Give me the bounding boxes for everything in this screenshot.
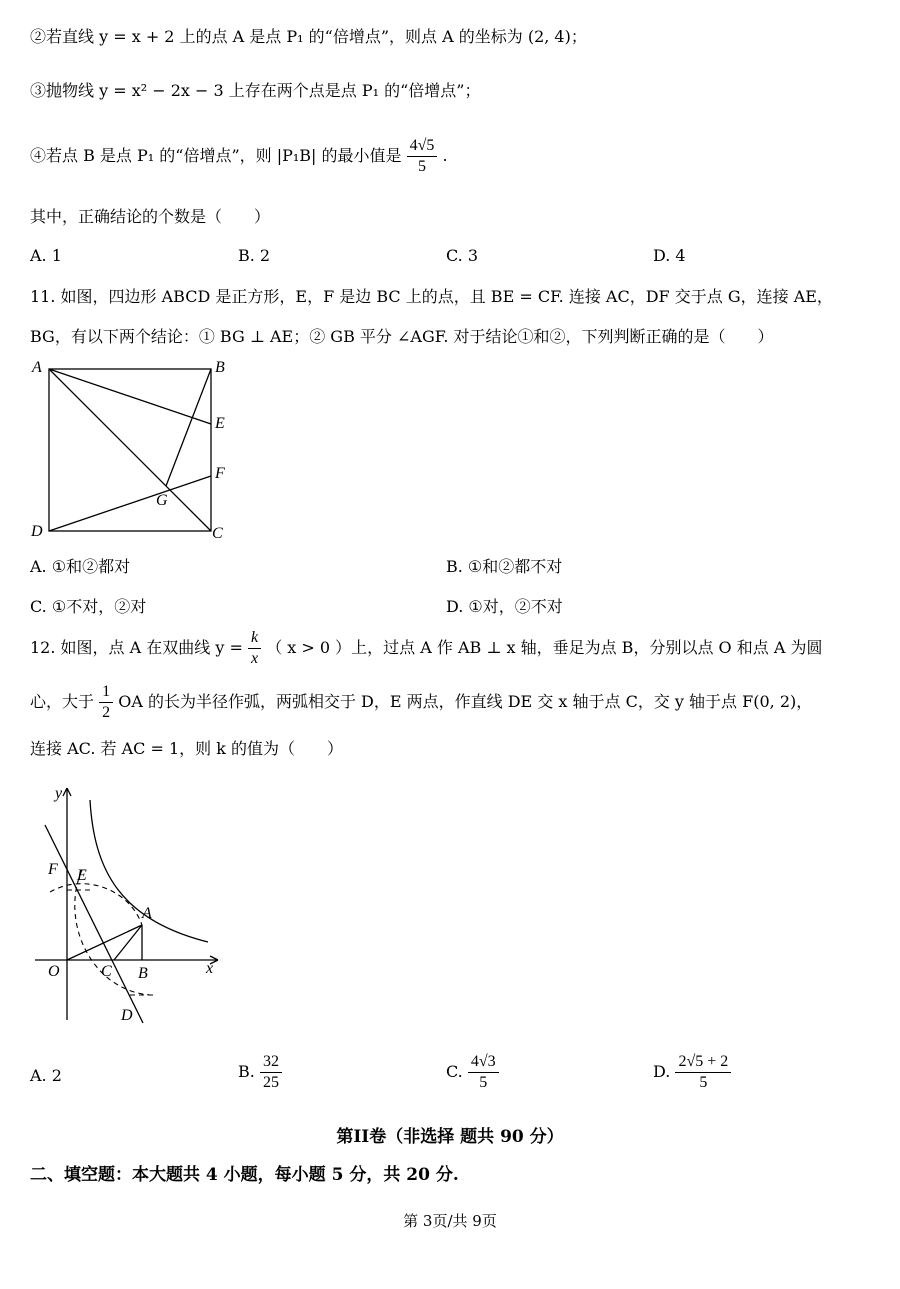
- fraction-denominator: 5: [479, 1074, 488, 1091]
- fraction-numerator: 1: [99, 682, 113, 703]
- q10-statement-4: [30, 136, 448, 177]
- q10-statement-2: ②若直线 y = x + 2 上的点 A 是点 P₁ 的“倍增点”，则点 A 的坐标为 (2, 4)；: [30, 27, 587, 46]
- option-letter: B.: [238, 1062, 255, 1081]
- q11-option-a[interactable]: A. ①和②都对: [30, 557, 131, 576]
- q12-option-a[interactable]: A. 2: [30, 1066, 62, 1085]
- q12-option-b[interactable]: [238, 1052, 282, 1093]
- q12-text-1b: （ x > 0 ）上，过点 A 作 AB ⊥ x 轴，垂足为点 B，分别以点 O 和点 A 为圆: [266, 638, 823, 657]
- q10-option-c[interactable]: C. 3: [446, 246, 479, 265]
- label-e: E: [215, 415, 225, 432]
- q10-statement-4-end: .: [442, 146, 448, 165]
- label-a: A: [32, 359, 42, 376]
- q10-statement-4-fraction: [407, 136, 438, 177]
- option-letter: C.: [446, 1062, 463, 1081]
- label-e: E: [77, 867, 87, 884]
- label-f: F: [215, 465, 225, 482]
- q12-stem-line-2: [30, 682, 812, 723]
- section-ii-title: 第II卷（非选择 题共 90 分）: [336, 1127, 564, 1147]
- q12-option-c[interactable]: [446, 1052, 499, 1093]
- label-y: y: [55, 785, 63, 802]
- label-b: B: [138, 965, 148, 982]
- q10-option-d[interactable]: D. 4: [653, 246, 686, 265]
- q11-option-c[interactable]: C. ①不对，②对: [30, 597, 147, 616]
- fraction-denominator: 5: [418, 158, 427, 175]
- q10-option-a[interactable]: A. 1: [30, 246, 62, 265]
- option-letter: D.: [653, 1062, 671, 1081]
- fraction-denominator: 25: [262, 1074, 279, 1091]
- line-de: [45, 825, 143, 1023]
- q10-statement-3: ③抛物线 y = x² − 2x − 3 上存在两个点是点 P₁ 的“倍增点”；: [30, 81, 481, 100]
- q10-statement-4-text: ④若点 B 是点 P₁ 的“倍增点”，则 |P₁B| 的最小值是: [30, 146, 402, 165]
- fraction-numerator: 32: [260, 1052, 282, 1073]
- q11-stem-line-1: 11. 如图，四边形 ABCD 是正方形，E，F 是边 BC 上的点，且 BE = CF. 连接 AC，DF 交于点 G，连接 AE，: [30, 287, 833, 306]
- segment-df: [49, 476, 211, 531]
- segment-ac: [114, 925, 142, 960]
- fraction-numerator: k: [248, 628, 261, 649]
- q12-text-2b: OA 的长为半径作弧，两弧相交于 D，E 两点，作直线 DE 交 x 轴于点 C，交 y 轴于点 F(0, 2)，: [118, 692, 813, 711]
- label-g: G: [156, 492, 168, 509]
- q10-stem: 其中，正确结论的个数是（ ）: [30, 207, 271, 226]
- segment-ae: [49, 369, 211, 424]
- fraction-numerator: 4√3: [468, 1052, 499, 1073]
- fraction-denominator: 5: [699, 1074, 708, 1091]
- q12-stem-line-3: 连接 AC. 若 AC = 1，则 k 的值为（ ）: [30, 739, 343, 758]
- q12-stem-line-1: [30, 628, 822, 669]
- page-footer: 第 3页/共 9页: [403, 1212, 497, 1230]
- q12-option-d[interactable]: [653, 1052, 731, 1093]
- diagonal-ac: [49, 369, 211, 531]
- option-fraction: [260, 1052, 282, 1093]
- fraction-numerator: 4√5: [407, 136, 438, 157]
- label-d: D: [31, 523, 43, 540]
- q12-hyperbola-figure: [30, 780, 230, 1030]
- label-c: C: [212, 525, 223, 542]
- label-o: O: [48, 963, 60, 980]
- q12-text-1a: 12. 如图，点 A 在双曲线 y =: [30, 638, 243, 657]
- fraction-denominator: 2: [102, 704, 111, 721]
- segment-oa: [67, 925, 142, 960]
- q12-fraction-one-half: [99, 682, 113, 723]
- label-x: x: [206, 960, 214, 977]
- fraction-numerator: 2√5 + 2: [675, 1052, 731, 1073]
- option-fraction: [468, 1052, 499, 1093]
- q11-option-b[interactable]: B. ①和②都不对: [446, 557, 563, 576]
- q11-square-figure: [28, 358, 238, 543]
- part-two-heading: 二、填空题：本大题共 4 小题，每小题 5 分，共 20 分.: [30, 1165, 459, 1185]
- label-f: F: [48, 861, 58, 878]
- label-d: D: [121, 1007, 133, 1024]
- q11-stem-line-2: BG，有以下两个结论：① BG ⊥ AE；② GB 平分 ∠AGF. 对于结论①和②，下列判断正确的是（ ）: [30, 327, 774, 346]
- option-fraction: [675, 1052, 731, 1093]
- q10-option-b[interactable]: B. 2: [238, 246, 271, 265]
- label-c: C: [101, 963, 112, 980]
- q12-text-2a: 心，大于: [30, 692, 95, 711]
- fraction-denominator: x: [250, 650, 259, 667]
- q12-fraction-k-over-x: [248, 628, 261, 669]
- label-a: A: [142, 905, 152, 922]
- dashed-arc-upper: [50, 884, 142, 925]
- label-b: B: [215, 359, 225, 376]
- q11-option-d[interactable]: D. ①对，②不对: [446, 597, 563, 616]
- segment-bg: [166, 369, 211, 486]
